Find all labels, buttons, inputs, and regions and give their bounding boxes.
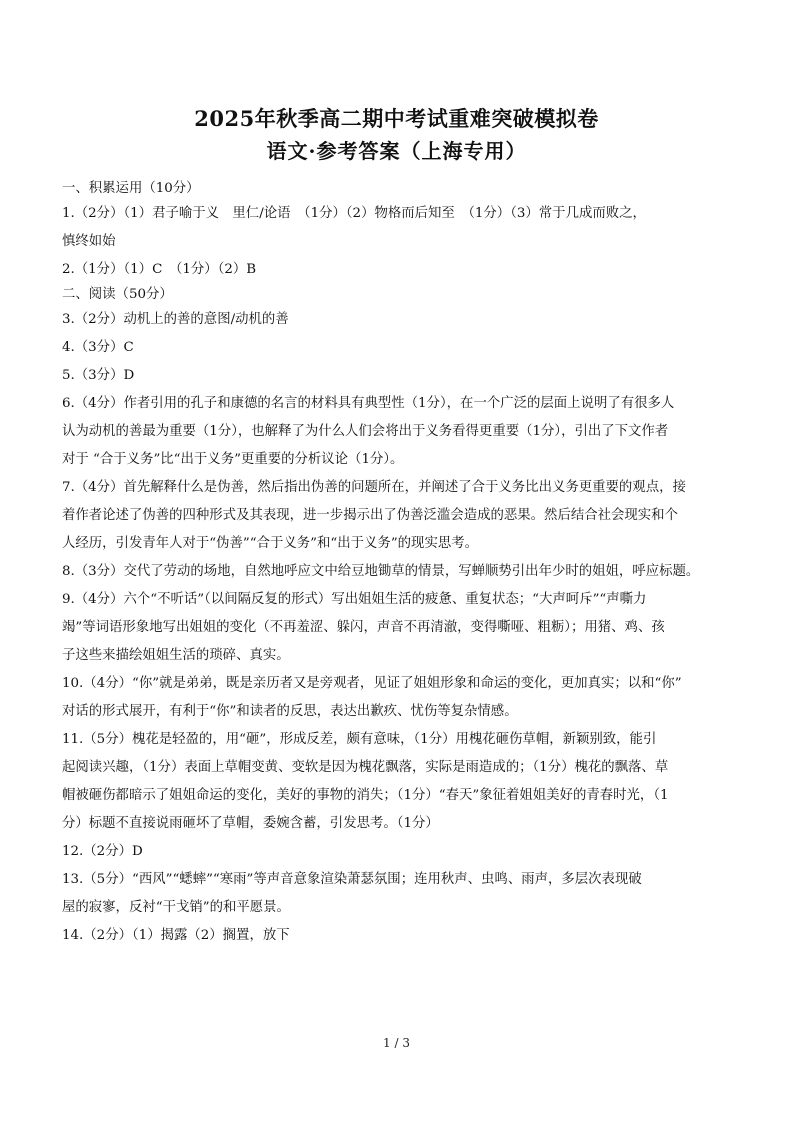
answer-line: 对于 “合于义务”比“出于义务”更重要的分析议论（1分）。: [62, 452, 404, 467]
answer-line: 子这些来描绘姐姐生活的琐碎、真实。: [62, 648, 290, 663]
answer-line: 12.（2分）D: [62, 844, 143, 859]
answer-line: 13.（5分）“西风”“蟋蟀”“寒雨”等声音意象渲染萧瑟氛围；连用秋声、虫鸣、雨声，多层次表现破: [62, 872, 642, 887]
answer-line: 9.（4分）六个“不听话”（以间隔反复的形式）写出姐姐生活的疲惫、重复状态；“大声呵斥”“声嘶力: [62, 592, 647, 607]
answer-line: 10.（4分）“你”就是弟弟，既是亲历者又是旁观者，见证了姐姐形象和命运的变化，更加真实；以和“你”: [62, 676, 682, 691]
answer-line: 认为动机的善最为重要（1分），也解释了为什么人们会将出于义务看得更重要（1分），引出了下文作者: [62, 424, 669, 439]
page-subtitle: 语文·参考答案（上海专用）: [266, 139, 527, 163]
answer-line: 1.（2分）（1）君子喻于义 里仁/论语 （1分）（2）物格而后知至 （1分）（3）常于几成而败之，: [62, 206, 646, 221]
answer-line: 6.（4分）作者引用的孔子和康德的名言的材料具有典型性（1分），在一个广泛的层面上说明了有很多人: [62, 396, 675, 411]
answer-line: 着作者论述了伪善的四种形式及其表现，进一步揭示出了伪善泛滥会造成的恶果。然后结合社会现实和个: [62, 508, 678, 523]
answer-line: 14.（2分）（1）揭露（2）搁置，放下: [62, 928, 290, 943]
answer-line: 人经历，引发青年人对于“伪善”“合于义务”和“出于义务”的现实思考。: [62, 536, 479, 551]
answer-line: 3.（2分）动机上的善的意图/动机的善: [62, 312, 289, 327]
answer-line: 11.（5分）槐花是轻盈的，用“砸”，形成反差，颇有意味，（1分）用槐花砸伤草帽，新颖别致，能引: [62, 732, 657, 747]
answer-line: 起阅读兴趣，（1分）表面上草帽变黄、变软是因为槐花飘落，实际是雨造成的；（1分）槐花的飘落、草: [62, 760, 669, 775]
answer-line: 4.（3分）C: [62, 340, 134, 355]
section-heading: 二、阅读（50分）: [62, 287, 173, 302]
answer-line: 对话的形式展开，有利于“你”和读者的反思，表达出歉疚、忧伤等复杂情感。: [62, 704, 518, 719]
answer-line: 8.（3分）交代了劳动的场地，自然地呼应文中给豆地锄草的情景，写蝉顺势引出年少时的姐姐，呼应标题。: [62, 564, 700, 579]
answer-list: [62, 178, 734, 950]
page-number: 1 / 3: [383, 1036, 410, 1050]
answer-line: 2.（1分）（1）C （1分）（2）B: [62, 262, 257, 277]
answer-line: 慎终如始: [62, 234, 116, 249]
answer-line: 帽被砸伤都暗示了姐姐命运的变化，美好的事物的消失；（1分）“春天”象征着姐姐美好的青春时光，（1: [62, 788, 669, 803]
answer-line: 7.（4分）首先解释什么是伪善，然后指出伪善的问题所在，并阐述了合于义务比出义务更重要的观点，接: [62, 480, 686, 495]
section-heading: 一、积累运用（10分）: [62, 181, 200, 196]
answer-line: 屋的寂寥，反衬“干戈销”的和平愿景。: [62, 900, 290, 915]
answer-line: 5.（3分）D: [62, 368, 135, 383]
answer-line: 分）标题不直接说雨砸坏了草帽，委婉含蓄，引发思考。（1分）: [62, 816, 439, 831]
answer-line: 竭”等词语形象地写出姐姐的变化（不再羞涩、躲闪，声音不再清澈，变得嘶哑、粗粝）；用猪、鸡、孩: [62, 620, 665, 635]
page-title: 2025年秋季高二期中考试重难突破模拟卷: [194, 106, 599, 131]
